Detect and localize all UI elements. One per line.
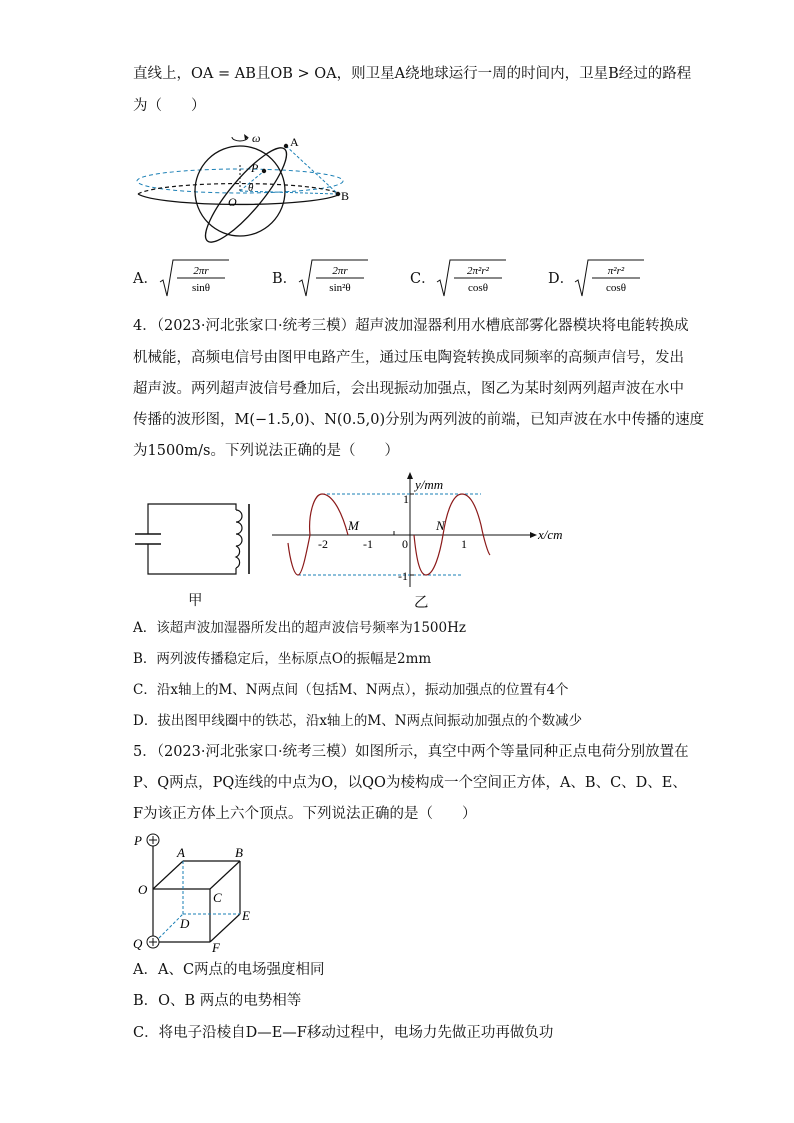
- q3-stem-line1: 直线上，OA = AB且OB > OA，则卫星A绕地球运行一周的时间内，卫星B经过的路程: [133, 66, 692, 82]
- x-tick-neg2: -2: [318, 537, 328, 551]
- point-o-label: O: [138, 882, 148, 897]
- q5-stem-line1: 5．（2023·河北张家口·统考三模）如图所示，真空中两个等量同种正点电荷分别放置在: [133, 744, 689, 760]
- x-tick-1: 1: [461, 537, 467, 551]
- fig-yi-caption: 乙: [414, 595, 429, 611]
- point-f-label: F: [212, 940, 220, 953]
- q5-option-a: A．A、C两点的电场强度相同: [133, 962, 325, 978]
- fraction-numerator: 2πr: [193, 265, 209, 277]
- q4-circuit-figure: [128, 490, 258, 585]
- option-letter: A．: [133, 271, 158, 287]
- point-p-label: P: [134, 833, 142, 848]
- q5-option-c: C．将电子沿棱自D—E—F移动过程中，电场力先做正功再做负功: [133, 1025, 554, 1041]
- q4-option-a: A．该超声波加湿器所发出的超声波信号频率为1500Hz: [133, 620, 466, 636]
- point-o-label: O: [228, 195, 237, 209]
- point-n-label: N: [436, 518, 445, 533]
- point-a-label: A: [177, 845, 185, 860]
- omega-label: ω: [252, 131, 261, 145]
- theta-label: θ: [248, 182, 254, 194]
- q4-option-b: B．两列波传播稳定后，坐标原点O的振幅是2mm: [133, 651, 432, 667]
- q4-stem-line4: 传播的波形图，M(−1.5,0)、N(0.5,0)分别为两列波的前端，已知声波在水中传播的速度: [133, 412, 705, 428]
- q4-stem-line2: 机械能，高频电信号由图甲电路产生，通过压电陶瓷转换成同频率的高频声信号，发出: [133, 350, 684, 366]
- q3-orbit-figure: [128, 128, 358, 243]
- x-tick-neg1: -1: [363, 537, 373, 551]
- point-e-label: E: [242, 908, 250, 923]
- option-letter: C．: [410, 271, 436, 287]
- point-d-label: D: [180, 916, 190, 931]
- q5-stem-line3: F为该正方体上六个顶点。下列说法正确的是（ ）: [133, 806, 477, 822]
- point-q-label: Q: [133, 936, 143, 951]
- fraction-numerator: π²r²: [607, 265, 625, 277]
- q3-stem-line2: 为（ ）: [133, 98, 206, 114]
- q4-option-d: D．拔出图甲线圈中的铁芯，沿x轴上的M、N两点间振动加强点的个数减少: [133, 713, 583, 729]
- radical-sign: [574, 258, 646, 298]
- radical-sign: [159, 258, 231, 298]
- radical-sign: [436, 258, 508, 298]
- fraction-numerator: 2πr: [332, 265, 348, 277]
- q4-stem-line1: 4．（2023·河北张家口·统考三模）超声波加湿器利用水槽底部雾化器模块将电能转换成: [133, 318, 689, 334]
- y-axis-label: y/mm: [415, 477, 444, 492]
- q4-stem-line5: 为1500m/s。下列说法正确的是（ ）: [133, 443, 399, 459]
- q5-stem-line2: P、Q两点，PQ连线的中点为O，以QO为棱构成一个空间正方体，A、B、C、D、E、: [133, 775, 687, 791]
- x-axis-label: x/cm: [538, 527, 563, 542]
- fig-jia-caption: 甲: [188, 593, 203, 609]
- q4-option-c: C．沿x轴上的M、N两点间（包括M、N两点），振动加强点的位置有4个: [133, 682, 569, 698]
- fraction-denominator: cosθ: [468, 282, 488, 294]
- fraction-denominator: cosθ: [606, 282, 626, 294]
- y-tick-1: 1: [403, 492, 409, 506]
- point-b-label: B: [235, 845, 243, 860]
- q5-option-b: B．O、B 两点的电势相等: [133, 993, 302, 1009]
- option-letter: D．: [548, 271, 575, 287]
- x-tick-0: 0: [402, 537, 408, 551]
- radical-sign: [298, 258, 370, 298]
- point-c-label: C: [213, 890, 222, 905]
- point-b-label: B: [341, 189, 350, 203]
- point-p-label: P: [251, 161, 259, 175]
- fraction-denominator: sin²θ: [329, 282, 351, 294]
- point-m-label: M: [348, 518, 359, 533]
- q5-cube-figure: [128, 828, 268, 953]
- fraction-denominator: sinθ: [191, 282, 211, 294]
- q4-wave-figure: [268, 465, 578, 595]
- fraction-numerator: 2π²r²: [467, 265, 489, 277]
- option-letter: B．: [272, 271, 298, 287]
- q4-stem-line3: 超声波。两列超声波信号叠加后，会出现振动加强点，图乙为某时刻两列超声波在水中: [133, 381, 684, 397]
- point-a-label: A: [290, 135, 299, 149]
- y-tick-neg1: -1: [398, 569, 408, 583]
